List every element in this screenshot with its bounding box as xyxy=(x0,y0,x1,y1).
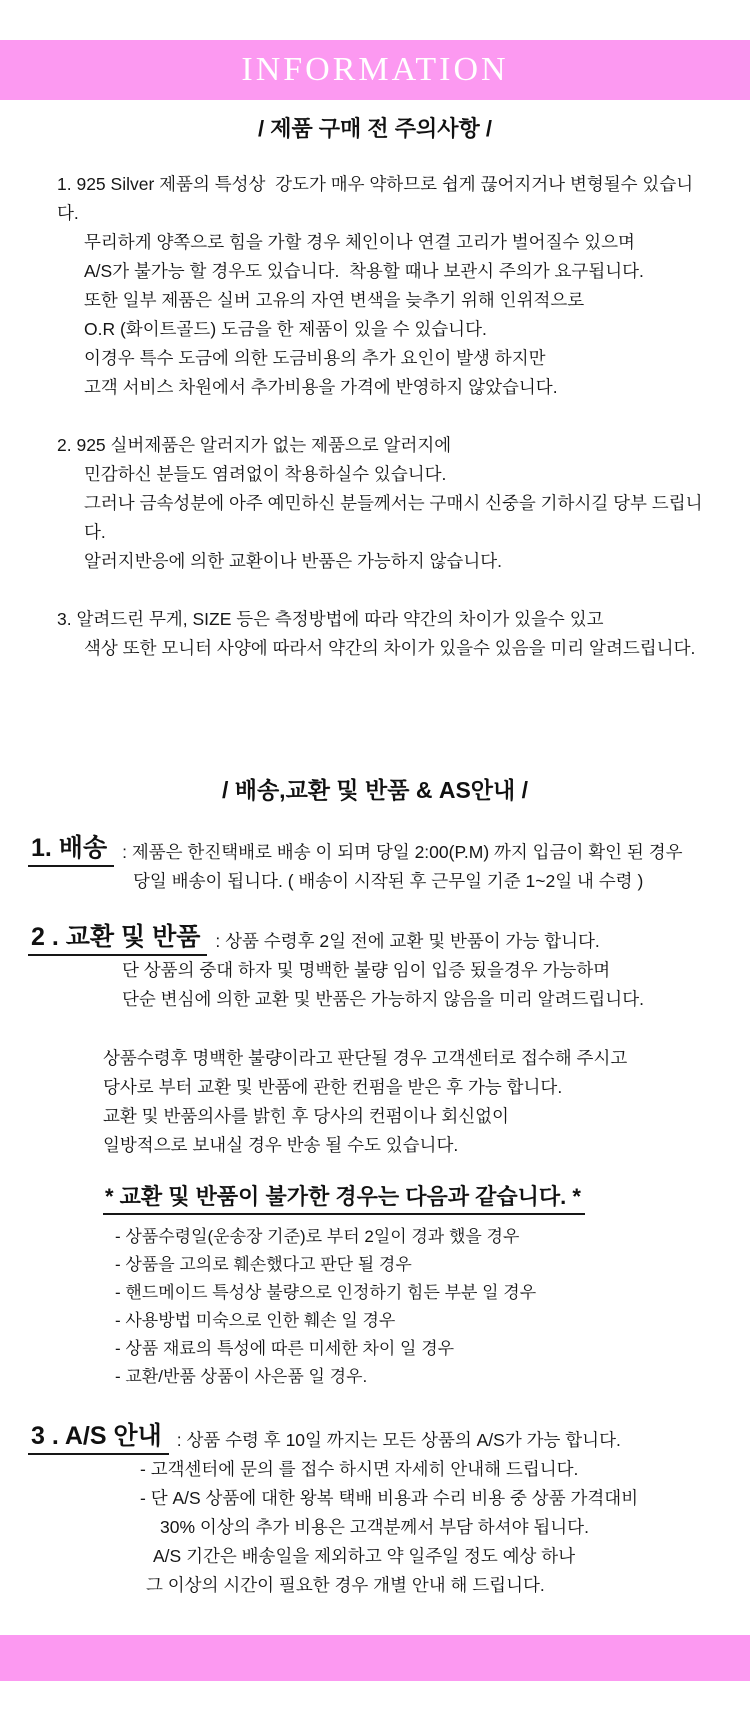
no-exchange-list xyxy=(0,1223,750,1391)
information-page xyxy=(0,40,750,1715)
text-line: 상품수령후 명백한 불량이라고 판단될 경우 고객센터로 접수해 주시고 xyxy=(103,1048,628,1068)
text-line: 고객 서비스 차원에서 추가비용을 가격에 반영하지 않았습니다. xyxy=(84,377,558,397)
list-item: - 핸드메이드 특성상 불량으로 인정하기 힘든 부분 일 경우 xyxy=(115,1283,537,1302)
shipping-section xyxy=(0,833,750,867)
text-line: - 고객센터에 문의 를 접수 하시면 자세히 안내해 드립니다. xyxy=(140,1459,579,1479)
precautions-list xyxy=(0,170,750,663)
after-service-lines xyxy=(0,1455,750,1600)
shipping-line1: : 제품은 한진택배로 배송 이 되며 당일 2:00(P.M) 까지 입금이 확인 된 경우 xyxy=(122,842,683,862)
text-line: 1. 925 Silver 제품의 특성상 강도가 매우 약하므로 쉽게 끊어지거나 변형될수 있습니다. xyxy=(57,174,694,223)
list-item: - 교환/반품 상품이 사은품 일 경우. xyxy=(115,1367,368,1386)
text-line: 일방적으로 보내실 경우 반송 될 수도 있습니다. xyxy=(103,1135,459,1155)
precaution-item-3 xyxy=(57,605,714,663)
after-service-line1: : 상품 수령 후 10일 까지는 모든 상품의 A/S가 가능 합니다. xyxy=(176,1430,621,1450)
precaution-item-2 xyxy=(57,431,714,576)
exchange-paragraph xyxy=(0,1044,750,1160)
after-service-section xyxy=(0,1421,750,1455)
shipping-label: 1. 배송 xyxy=(28,833,114,867)
exchange-line1: : 상품 수령후 2일 전에 교환 및 반품이 가능 합니다. xyxy=(215,931,600,951)
no-exchange-heading-wrap xyxy=(0,1182,750,1215)
text-line: 색상 또한 모니터 사양에 따라서 약간의 차이가 있을수 있음을 미리 알려드립니다. xyxy=(84,638,696,658)
list-item: - 상품 재료의 특성에 따른 미세한 차이 일 경우 xyxy=(115,1339,455,1358)
precaution-item-1 xyxy=(57,170,714,402)
text-line: 3. 알려드린 무게, SIZE 등은 측정방법에 따라 약간의 차이가 있을수 있고 xyxy=(57,609,604,629)
list-item: - 상품수령일(운송장 기준)로 부터 2일이 경과 했을 경우 xyxy=(115,1227,520,1246)
shipping-line2: 당일 배송이 됩니다. ( 배송이 시작된 후 근무일 기준 1~2일 내 수령 ) xyxy=(133,871,644,891)
text-line: 그러나 금속성분에 아주 예민하신 분들께서는 구매시 신중을 기하시길 당부 드립니다. xyxy=(84,493,703,542)
exchange-subline: 단순 변심에 의한 교환 및 반품은 가능하지 않음을 미리 알려드립니다. xyxy=(122,989,644,1009)
text-line: O.R (화이트골드) 도금을 한 제품이 있을 수 있습니다. xyxy=(84,319,487,339)
banner-title: INFORMATION xyxy=(241,51,509,88)
text-line: 민감하신 분들도 염려없이 착용하실수 있습니다. xyxy=(84,464,447,484)
text-line: 알러지반응에 의한 교환이나 반품은 가능하지 않습니다. xyxy=(84,551,502,571)
exchange-section xyxy=(0,922,750,956)
text-line: 무리하게 양쪽으로 힘을 가할 경우 체인이나 연결 고리가 벌어질수 있으며 xyxy=(84,232,635,252)
text-line: 2. 925 실버제품은 알러지가 없는 제품으로 알러지에 xyxy=(57,435,452,455)
delivery-section-heading: / 배송,교환 및 반품 & AS안내 / xyxy=(221,777,529,803)
exchange-label: 2 . 교환 및 반품 xyxy=(28,922,207,956)
bottom-pink-bar xyxy=(0,1635,750,1681)
text-line: 이경우 특수 도금에 의한 도금비용의 추가 요인이 발생 하지만 xyxy=(84,348,546,368)
no-exchange-heading: * 교환 및 반품이 불가한 경우는 다음과 같습니다. * xyxy=(103,1182,585,1215)
after-service-label: 3 . A/S 안내 xyxy=(28,1421,169,1455)
text-line: 당사로 부터 교환 및 반품에 관한 컨펌을 받은 후 가능 합니다. xyxy=(103,1077,563,1097)
text-line: 그 이상의 시간이 필요한 경우 개별 안내 해 드립니다. xyxy=(146,1575,545,1595)
list-item: - 사용방법 미숙으로 인한 훼손 일 경우 xyxy=(115,1311,396,1330)
text-line: A/S 기간은 배송일을 제외하고 약 일주일 정도 예상 하나 xyxy=(153,1546,576,1566)
text-line: 또한 일부 제품은 실버 고유의 자연 변색을 늦추기 위해 인위적으로 xyxy=(84,290,585,310)
list-item: - 상품을 고의로 훼손했다고 판단 될 경우 xyxy=(115,1255,412,1274)
text-line: - 단 A/S 상품에 대한 왕복 택배 비용과 수리 비용 중 상품 가격대비 xyxy=(140,1488,639,1508)
exchange-subline: 단 상품의 중대 하자 및 명백한 불량 임이 입증 됬을경우 가능하며 xyxy=(122,960,611,980)
text-line: A/S가 불가능 할 경우도 있습니다. 착용할 때나 보관시 주의가 요구됩니다. xyxy=(84,261,644,281)
information-banner xyxy=(0,40,750,100)
text-line: 30% 이상의 추가 비용은 고객분께서 부담 하셔야 됩니다. xyxy=(160,1517,589,1537)
text-line: 교환 및 반품의사를 밝힌 후 당사의 컨펌이나 회신없이 xyxy=(103,1106,509,1126)
precautions-heading: / 제품 구매 전 주의사항 / xyxy=(257,116,493,141)
